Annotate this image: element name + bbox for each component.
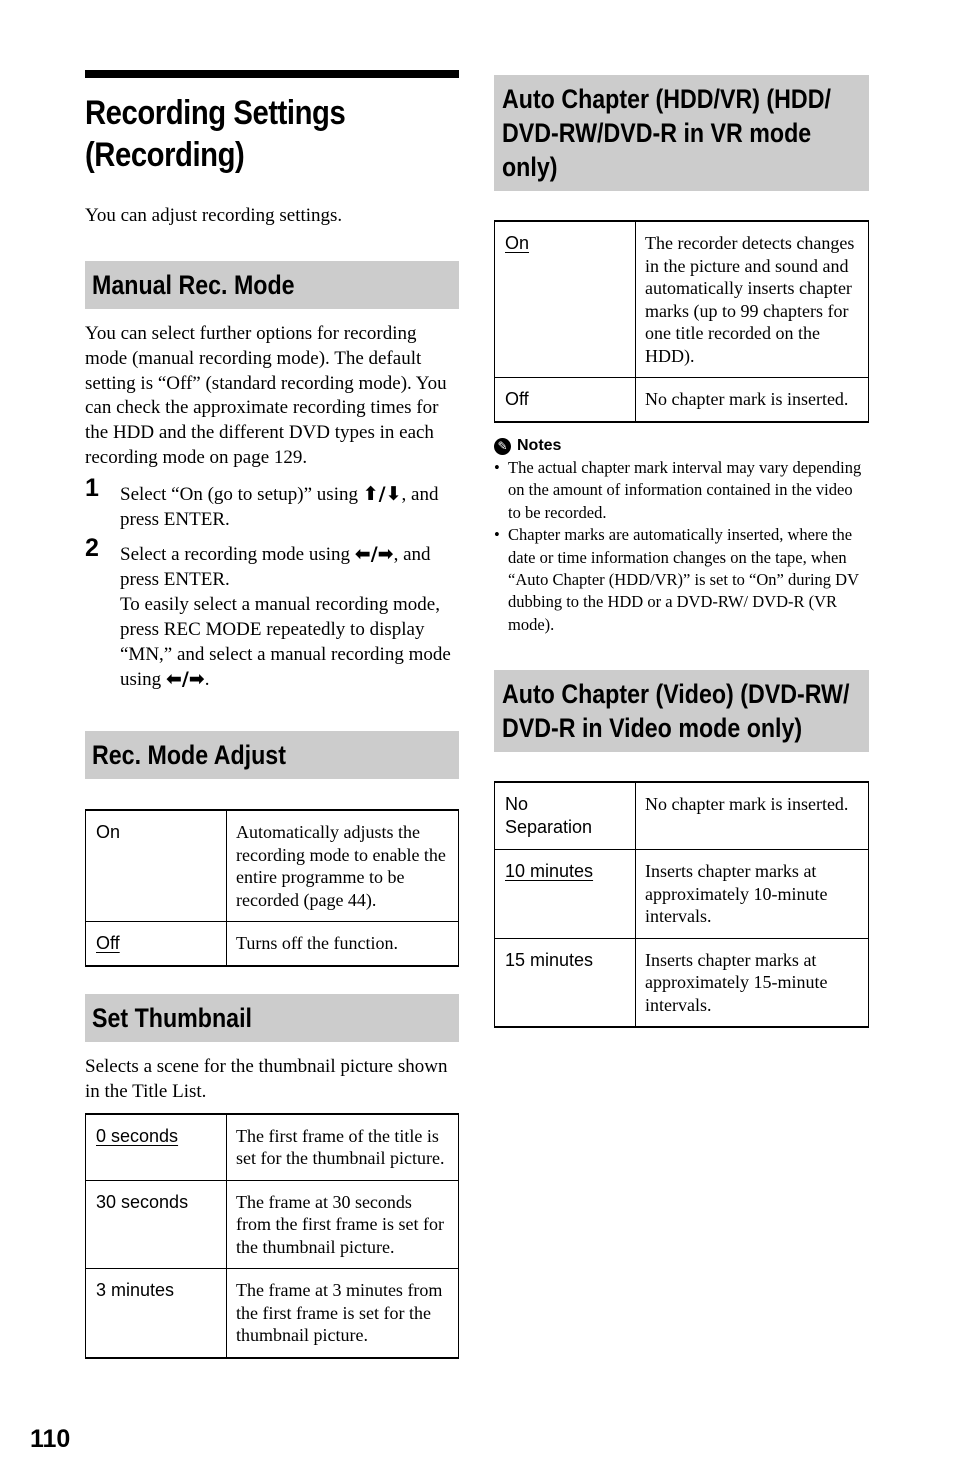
option-description: The first frame of the title is set for the thumbnail picture. — [227, 1114, 459, 1181]
option-description: The frame at 30 seconds from the first frame is set for the thumbnail picture. — [227, 1180, 459, 1269]
page-title — [85, 92, 407, 176]
default-option: 10 minutes — [505, 861, 594, 882]
table-row — [86, 922, 459, 967]
option-label: 3 minutes — [86, 1269, 227, 1358]
default-option: 0 seconds — [96, 1125, 179, 1146]
auto-chapter-video-table — [494, 781, 869, 1028]
rec-mode-adjust-heading: Rec. Mode Adjust — [85, 731, 459, 779]
manual-rec-mode-heading: Manual Rec. Mode — [85, 261, 459, 309]
option-label — [495, 850, 636, 939]
step-number: 2 — [85, 534, 99, 563]
table-row — [495, 782, 869, 850]
table-row — [495, 850, 869, 939]
step-number: 1 — [85, 473, 99, 502]
auto-chapter-video-heading: Auto Chapter (Video) (DVD-RW/ DVD-R in Video mode only) — [494, 670, 869, 752]
default-option: Off — [96, 933, 120, 954]
manual-rec-mode-description: You can select further options for recording mode (manual recording mode). The default setting is “Off” (standard recording mode). You can check the approximate recording times for the HDD and the different DVD types in each recording mode on page 129. — [85, 323, 447, 468]
option-description: No chapter mark is inserted. — [636, 782, 869, 850]
option-label: No Separation — [495, 782, 636, 850]
table-row — [495, 938, 869, 1027]
table-row — [86, 1269, 459, 1358]
note-item: • The actual chapter mark interval may vary depending on the amount of information contained in the video to be recorded. — [494, 457, 869, 524]
left-right-arrow-icon: ⬅/➡ — [165, 668, 205, 691]
left-right-arrow-icon: ⬅/➡ — [354, 543, 394, 566]
option-description: Automatically adjusts the recording mode to enable the entire programme to be recorded (page 44). — [227, 810, 459, 922]
notes-icon: ✎ — [494, 438, 511, 455]
option-description: The recorder detects changes in the picture and sound and automatically inserts chapter marks (up to 99 chapters for one title recorded on the HDD). — [636, 221, 869, 378]
table-row — [495, 221, 869, 378]
page-title-line1: Recording Settings — [85, 94, 346, 132]
option-description: The frame at 3 minutes from the first frame is set for the thumbnail picture. — [227, 1269, 459, 1358]
table-row — [86, 810, 459, 922]
option-description: Inserts chapter marks at approximately 15-minute intervals. — [636, 938, 869, 1027]
rec-mode-adjust-table — [85, 809, 459, 967]
option-label: Off — [495, 378, 636, 423]
page-title-line2: (Recording) — [85, 136, 245, 174]
set-thumbnail-table — [85, 1113, 459, 1359]
option-description: Turns off the function. — [227, 922, 459, 967]
table-row — [86, 1114, 459, 1181]
page-number: 110 — [30, 1425, 71, 1453]
notes-heading: ✎ Notes — [494, 437, 869, 455]
step-2: 2 Select a recording mode using ⬅/➡, and press ENTER. To easily select a manual recording mode, press REC MODE repeatedly to display “MN,” and select a manual recording mode using ⬅/➡. — [85, 534, 451, 691]
title-rule — [85, 70, 459, 78]
up-down-arrow-icon: ⬆/⬇ — [362, 482, 402, 505]
table-row — [495, 378, 869, 423]
option-label — [495, 221, 636, 378]
default-option: On — [505, 233, 530, 253]
step-1: 1 Select “On (go to setup)” using ⬆/⬇, and press ENTER. — [85, 473, 439, 530]
auto-chapter-vr-heading: Auto Chapter (HDD/VR) (HDD/ DVD-RW/DVD-R in VR mode only) — [494, 75, 869, 191]
option-label: On — [86, 810, 227, 922]
option-label — [86, 1114, 227, 1181]
option-description: No chapter mark is inserted. — [636, 378, 869, 423]
page-intro: You can adjust recording settings. — [85, 205, 343, 226]
left-column — [85, 70, 459, 1359]
set-thumbnail-description: Selects a scene for the thumbnail picture shown in the Title List. — [85, 1056, 448, 1102]
option-label: 15 minutes — [495, 938, 636, 1027]
right-column — [494, 75, 869, 1028]
option-description: Inserts chapter marks at approximately 10-minute intervals. — [636, 850, 869, 939]
table-row — [86, 1180, 459, 1269]
note-item: • Chapter marks are automatically inserted, where the date or time information changes on the tape, when “Auto Chapter (HDD/VR)” is set to “On” during DV dubbing to the HDD or a DVD-RW/ DVD-R (VR mode). — [494, 524, 869, 636]
set-thumbnail-heading: Set Thumbnail — [85, 994, 459, 1042]
notes-list — [494, 457, 869, 636]
option-label — [86, 922, 227, 967]
option-label: 30 seconds — [86, 1180, 227, 1269]
auto-chapter-vr-table — [494, 220, 869, 423]
